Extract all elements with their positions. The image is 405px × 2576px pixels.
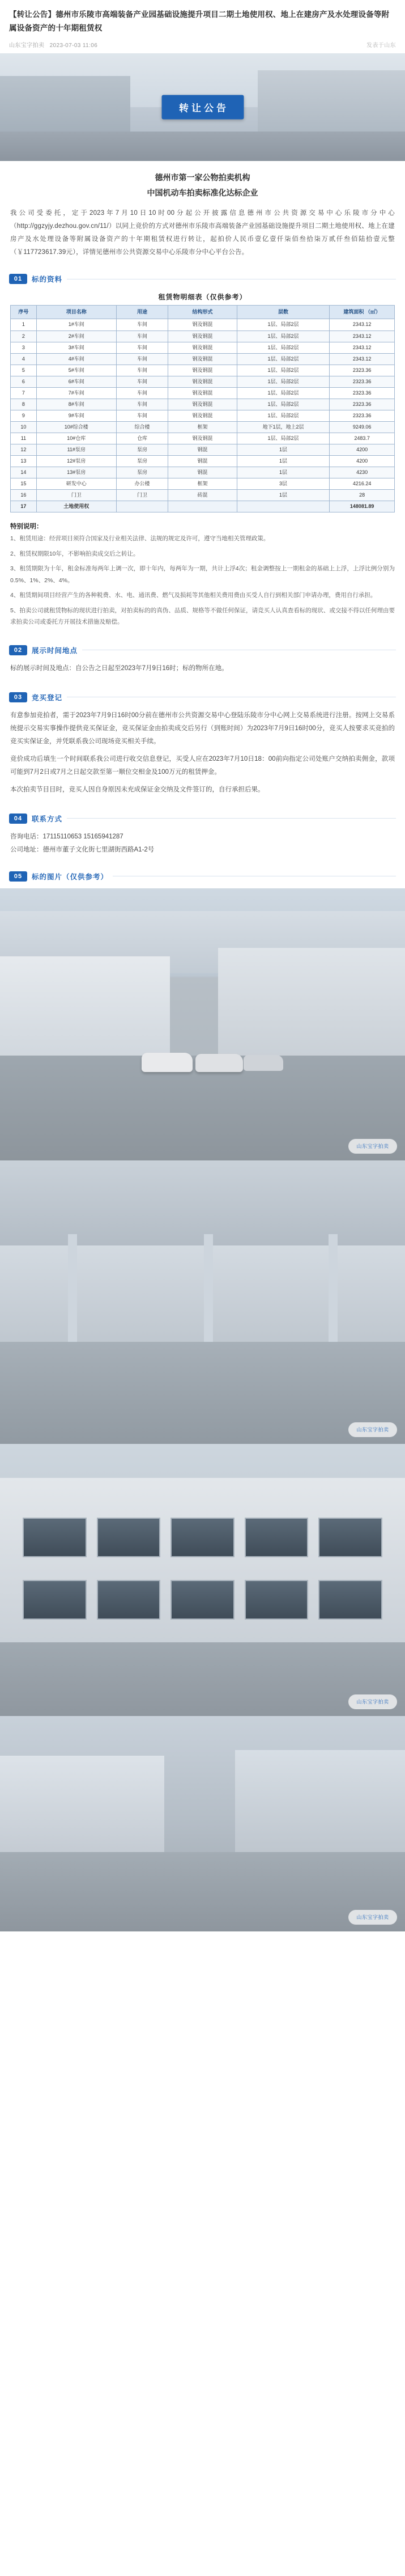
table-cell: 14 [11,467,37,478]
watermark-logo: 山东宝字拍卖 [348,1910,397,1925]
table-cell: 泵房 [116,456,168,467]
table-footer [11,501,395,512]
table-cell: 2343.12 [330,331,395,342]
publish-date: 2023-07-03 11:06 [49,43,98,49]
table-cell: 10#仓库 [36,433,116,444]
address-label: 公司地址： [10,846,43,853]
table-cell [237,501,330,512]
table-row [11,467,395,478]
section-title: 竞买登记 [32,693,63,702]
phone-label: 咨询电话： [10,833,43,840]
table-cell: 4 [11,353,37,365]
address-row [10,844,395,857]
notes-heading: 特别说明： [10,523,43,531]
col-name: 项目名称 [36,306,116,319]
warehouse-interior-photo [0,1160,405,1444]
table-cell: 钢及钢混 [168,342,237,353]
table-cell: 9#车间 [36,410,116,421]
table-row [11,387,395,399]
table-cell: 5 [11,365,37,376]
table-cell: 1层、局部2层 [237,410,330,421]
table-cell: 1层、局部2层 [237,365,330,376]
section-title: 标的图片（仅供参考） [32,872,109,881]
register-paragraph-1: 有意参加竞拍者，需于2023年7月9日16时00分前在德州市公共资源交易中心登陆乐陵市分中心网上交易系统进行注册。按网上交易系统提示交易实事操作提供竞买保证金，竞买保证金由拍卖成交后另行（到账时间）为2023年7月9日16时00分，竞买人按要求买竞拍的竞买实保证金，并凭联系我公司现场竞买相关手续。 [10,711,395,745]
table-row [11,421,395,433]
table-cell: 4216.24 [330,478,395,490]
table-row [11,342,395,353]
table-cell: 钢及钢混 [168,433,237,444]
table-cell: 3 [11,342,37,353]
photo1-car-3 [244,1055,283,1071]
phone-row [10,831,395,844]
table-cell: 1层、局部2层 [237,433,330,444]
table-cell: 7#车间 [36,387,116,399]
photo4-building-left [0,1756,164,1858]
watermark-logo: 山东宝字拍卖 [348,1139,397,1154]
table-cell: 车间 [116,387,168,399]
table-cell: 1 [11,319,37,331]
rental-detail-table [10,305,395,512]
footer-spacer [0,1931,405,1942]
page-title: 【转让公告】德州市乐陵市高端装备产业园基础设施提升项目二期土地使用权、地上在建房产及水处理设备等附属设备资产的十年期租赁权 [9,10,390,32]
subtitle-block [0,161,405,204]
table-cell: 仓库 [116,433,168,444]
table-row [11,353,395,365]
table-cell: 3层 [237,478,330,490]
table-cell: 28 [330,490,395,501]
note-item: 1、租赁用途：经营项目须符合国家及行业相关法律、法规的规定及许可，遵守当地相关管理政策。 [10,535,270,543]
table-cell: 车间 [116,376,168,387]
table-row [11,331,395,342]
driveway-photo [0,1716,405,1931]
register-paragraph-3: 本次拍卖节目目时，竞买人因自身原因未充成保证金交纳及文件签订的，自行承担后果。 [10,786,265,793]
banner-image [0,53,405,161]
table-cell: 钢混 [168,467,237,478]
table-cell: 2#车间 [36,331,116,342]
table-cell: 6#车间 [36,376,116,387]
table-cell: 4200 [330,444,395,456]
table-row [11,376,395,387]
table-cell [168,501,237,512]
table-cell: 钢混 [168,444,237,456]
table-cell: 2343.12 [330,319,395,331]
building-facade-photo [0,1444,405,1716]
table-cell: 2323.36 [330,410,395,421]
warehouse-parking-lot-photo [0,888,405,1160]
contact-block [0,827,405,865]
table-cell: 研发中心 [36,478,116,490]
table-cell [116,501,168,512]
table-cell: 6 [11,376,37,387]
photo3-window-row-2 [23,1580,382,1620]
note-item: 5、拍卖公司就租赁物标的现状进行拍卖，对拍卖标的的真伪、品质、规格等不做任何保证，请竞买人认真查看标的现状、或交接不得以任何理由要求拍卖公司或委托方开展技术措施及赔偿。 [10,607,395,626]
table-cell: 1层、局部2层 [237,387,330,399]
table-row [11,365,395,376]
table-cell: 15 [11,478,37,490]
subtitle-line-2: 中国机动车拍卖标准化达标企业 [147,188,258,197]
photo4-road [0,1852,405,1931]
photo3-window-row-1 [23,1518,382,1557]
table-cell: 10#综合楼 [36,421,116,433]
register-text [0,706,405,807]
table-cell: 钢及钢混 [168,410,237,421]
table-row [11,399,395,410]
col-index: 序号 [11,306,37,319]
table-cell: 1层、局部2层 [237,342,330,353]
table-cell: 2323.36 [330,399,395,410]
table-cell: 4200 [330,456,395,467]
col-use: 用途 [116,306,168,319]
table-cell: 门卫 [116,490,168,501]
table-cell: 1层、局部2层 [237,319,330,331]
table-cell: 2 [11,331,37,342]
table-cell: 车间 [116,410,168,421]
table-row [11,444,395,456]
publish-location: 发表于山东 [366,43,396,49]
table-cell: 13#泵房 [36,467,116,478]
table-title: 租赁物明细表（仅供参考） [158,293,247,302]
table-cell: 1层、局部2层 [237,353,330,365]
table-cell: 综合楼 [116,421,168,433]
table-cell: 车间 [116,399,168,410]
table-cell: 2343.12 [330,353,395,365]
table-cell: 1#车间 [36,319,116,331]
table-cell: 钢混 [168,456,237,467]
show-info-paragraph: 标的展示时间及地点：自公告之日起至2023年7月9日16时；标的物所在地。 [10,664,228,672]
table-row [11,319,395,331]
table-row [11,410,395,421]
section-heading-04 [0,807,405,827]
table-cell: 1层 [237,490,330,501]
section-heading-01 [0,267,405,287]
photo1-car-1 [142,1053,193,1072]
section-heading-02 [0,638,405,659]
table-cell: 2323.36 [330,376,395,387]
notes-list [0,532,405,638]
col-floors: 层数 [237,306,330,319]
table-cell: 1层 [237,467,330,478]
table-cell: 车间 [116,342,168,353]
photo2-ceiling [0,1160,405,1245]
table-cell: 4230 [330,467,395,478]
table-cell: 框架 [168,421,237,433]
table-cell: 8 [11,399,37,410]
table-cell: 9 [11,410,37,421]
table-cell: 3#车间 [36,342,116,353]
watermark-logo: 山东宝字拍卖 [348,1694,397,1709]
table-cell: 土地使用权 [36,501,116,512]
table-cell: 钢及钢混 [168,399,237,410]
section-heading-03 [0,685,405,706]
table-cell: 车间 [116,331,168,342]
section-number: 03 [9,692,27,702]
table-row [11,490,395,501]
table-cell: 车间 [116,319,168,331]
banner-badge: 转让公告 [161,95,244,120]
table-cell: 办公楼 [116,478,168,490]
address-value: 德州市董子文化街七里湖街西路A1-2号 [42,846,155,853]
note-item: 4、租赁期间项目经营产生的各种税费、水、电、通讯费、燃气及损耗等其他相关费用费由买受人自行到相关部门申请办理，费用自行承担。 [10,592,377,599]
register-paragraph-2: 竞价成功后填生一个时间联系我公司进行收交信息登记，买受人应在2023年7月10日18：00前向指定公司处账户交纳拍卖佣金，款项可能到7月2日或7月之日起交款至第一顺位交相金及100万元的租赁押金。 [10,755,395,776]
section-number: 01 [9,274,27,284]
table-cell: 1层、局部2层 [237,376,330,387]
section-title: 标的资料 [32,276,63,284]
section-heading-05 [0,865,405,885]
table-header-row [11,306,395,319]
table-cell: 钢及钢混 [168,387,237,399]
table-cell: 2343.12 [330,342,395,353]
section-number: 05 [9,871,27,882]
table-body [11,319,395,501]
table-row [11,478,395,490]
table-cell: 17 [11,501,37,512]
table-cell: 钢及钢混 [168,376,237,387]
photo-gallery [0,885,405,1931]
table-cell: 2323.36 [330,387,395,399]
section-rule [67,818,396,819]
table-cell: 泵房 [116,467,168,478]
photo2-floor [0,1342,405,1444]
table-cell: 11#泵房 [36,444,116,456]
col-area: 建筑面积 （㎡） [330,306,395,319]
table-cell: 泵房 [116,444,168,456]
table-cell: 车间 [116,353,168,365]
table-cell: 1层 [237,456,330,467]
photo3-ground [0,1642,405,1716]
table-cell: 车间 [116,365,168,376]
table-cell: 11 [11,433,37,444]
table-cell: 地下1层，地上2层 [237,421,330,433]
table-cell: 16 [11,490,37,501]
table-cell: 框架 [168,478,237,490]
intro-paragraph: 我公司受委托，定于2023年7月10日10时00分起公开披露信息德州市公共资源交易中心乐陵市分中心（http://ggzyjy.dezhou.gov.cn/11/）以同上竞价的方式对德州市乐陵市高端装备产业园基础设施提升项目二期土地使用权、地上在建房产及水处理设备等附属设备资产的十年期租赁权进行转让，起拍价人民币壹亿壹仟柒佰叁拾柒万贰仟叁佰陆拾壹元整（￥117723617.39元），详情见德州市公共资源交易中心乐陵市分中心平台公告。 [10,210,395,256]
table-cell: 8#车间 [36,399,116,410]
table-row [11,456,395,467]
section-number: 04 [9,814,27,824]
table-cell: 1层、局部2层 [237,399,330,410]
table-cell: 钢及钢混 [168,319,237,331]
col-structure: 结构形式 [168,306,237,319]
table-cell: 2323.36 [330,365,395,376]
source-label: 山东宝字拍卖 [9,43,45,49]
section-number: 02 [9,645,27,655]
table-cell: 12#泵房 [36,456,116,467]
show-info-text [0,659,405,685]
section-title: 展示时间地点 [32,646,78,655]
note-item: 2、租赁权期限10年，不影响拍卖成交后之转让。 [10,550,139,557]
section-title: 联系方式 [32,815,63,823]
table-cell: 1层 [237,444,330,456]
watermark-logo: 山东宝字拍卖 [348,1422,397,1437]
table-cell: 12 [11,444,37,456]
table-cell: 1层、局部2层 [237,331,330,342]
table-row [11,433,395,444]
table-cell: 2483.7 [330,433,395,444]
table-cell: 钢及钢混 [168,353,237,365]
photo1-car-2 [195,1054,243,1072]
note-item: 3、租赁期限为十年，租金标准每两年上调一次，即十年内，每两年为一期，共计上浮4次；租金调整按上一期租金的基础上上浮，上浮比例分别为 0.5%、1%、2%、4%。 [10,565,395,584]
table-cell: 7 [11,387,37,399]
table-cell: 10 [11,421,37,433]
table-cell: 4#车间 [36,353,116,365]
photo4-building-right [235,1750,405,1858]
table-cell: 148081.89 [330,501,395,512]
table-cell: 砖混 [168,490,237,501]
article-header [0,0,405,53]
table-cell: 门卫 [36,490,116,501]
phone-value: 17115110653 15165941287 [42,833,123,840]
subtitle-line-1: 德州市第一家公物拍卖机构 [155,173,250,183]
photo3-facade [0,1478,405,1648]
table-cell: 9249.06 [330,421,395,433]
table-footer-row [11,501,395,512]
banner-ground [0,132,405,161]
article-meta [9,40,396,49]
table-cell: 13 [11,456,37,467]
table-cell: 5#车间 [36,365,116,376]
table-cell: 钢及钢混 [168,365,237,376]
table-cell: 钢及钢混 [168,331,237,342]
